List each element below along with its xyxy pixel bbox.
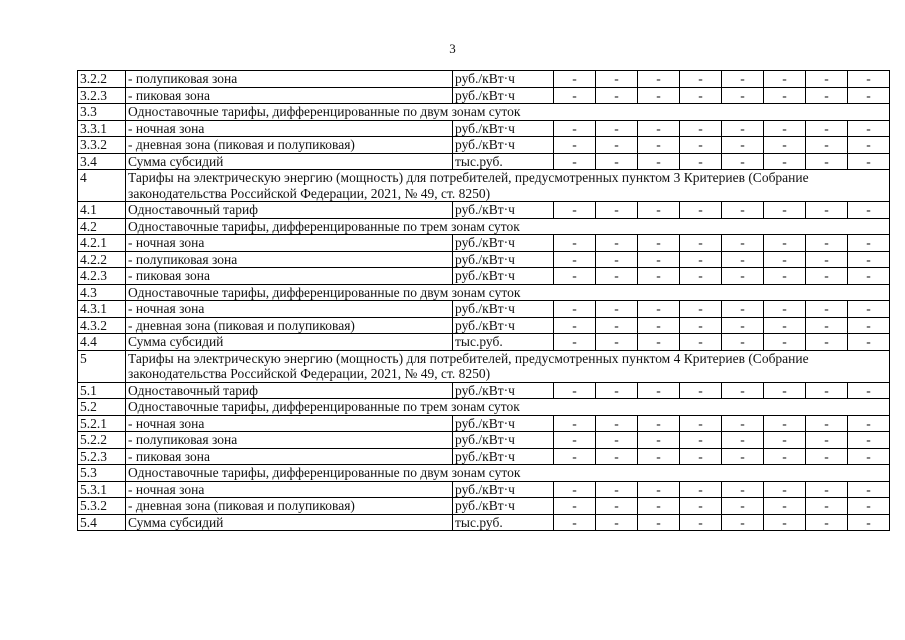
value-cell: - xyxy=(806,235,848,252)
row-name: - полупиковая зона xyxy=(126,71,453,88)
value-cell: - xyxy=(806,514,848,531)
value-cell: - xyxy=(722,235,764,252)
value-cell: - xyxy=(596,481,638,498)
value-cell: - xyxy=(596,137,638,154)
tariff-table-body xyxy=(78,71,890,531)
row-number: 4.3.2 xyxy=(78,317,126,334)
value-cell: - xyxy=(554,137,596,154)
value-cell: - xyxy=(764,120,806,137)
value-cell: - xyxy=(680,268,722,285)
value-cell: - xyxy=(806,415,848,432)
table-row xyxy=(78,382,890,399)
value-cell: - xyxy=(764,87,806,104)
value-cell: - xyxy=(722,301,764,318)
section-title: Одноставочные тарифы, дифференцированные по двум зонам суток xyxy=(126,284,890,301)
value-cell: - xyxy=(848,137,890,154)
value-cell: - xyxy=(638,301,680,318)
value-cell: - xyxy=(806,202,848,219)
value-cell: - xyxy=(806,87,848,104)
row-number: 3.4 xyxy=(78,153,126,170)
row-unit: руб./кВт·ч xyxy=(453,498,554,515)
value-cell: - xyxy=(806,268,848,285)
value-cell: - xyxy=(764,415,806,432)
value-cell: - xyxy=(722,415,764,432)
row-unit: руб./кВт·ч xyxy=(453,202,554,219)
row-name: Одноставочный тариф xyxy=(126,382,453,399)
value-cell: - xyxy=(638,415,680,432)
row-unit: тыс.руб. xyxy=(453,334,554,351)
value-cell: - xyxy=(764,153,806,170)
value-cell: - xyxy=(680,202,722,219)
row-unit: руб./кВт·ч xyxy=(453,432,554,449)
page-number: 3 xyxy=(449,41,456,56)
row-unit: руб./кВт·ч xyxy=(453,415,554,432)
value-cell: - xyxy=(680,301,722,318)
value-cell: - xyxy=(806,137,848,154)
value-cell: - xyxy=(722,498,764,515)
value-cell: - xyxy=(554,448,596,465)
value-cell: - xyxy=(680,120,722,137)
value-cell: - xyxy=(848,71,890,88)
row-number: 3.2.3 xyxy=(78,87,126,104)
row-number: 4.1 xyxy=(78,202,126,219)
value-cell: - xyxy=(806,317,848,334)
value-cell: - xyxy=(764,498,806,515)
value-cell: - xyxy=(806,382,848,399)
value-cell: - xyxy=(722,202,764,219)
value-cell: - xyxy=(722,71,764,88)
row-number: 5.4 xyxy=(78,514,126,531)
row-name: - полупиковая зона xyxy=(126,432,453,449)
value-cell: - xyxy=(680,498,722,515)
value-cell: - xyxy=(848,235,890,252)
row-name: - ночная зона xyxy=(126,415,453,432)
value-cell: - xyxy=(848,415,890,432)
value-cell: - xyxy=(848,432,890,449)
value-cell: - xyxy=(680,251,722,268)
value-cell: - xyxy=(638,71,680,88)
row-unit: руб./кВт·ч xyxy=(453,251,554,268)
value-cell: - xyxy=(806,251,848,268)
value-cell: - xyxy=(806,481,848,498)
row-number: 5.2 xyxy=(78,399,126,416)
row-number: 5.2.2 xyxy=(78,432,126,449)
value-cell: - xyxy=(764,382,806,399)
row-number: 4 xyxy=(78,170,126,202)
value-cell: - xyxy=(848,153,890,170)
row-number: 5.1 xyxy=(78,382,126,399)
table-row xyxy=(78,415,890,432)
value-cell: - xyxy=(848,498,890,515)
value-cell: - xyxy=(806,153,848,170)
value-cell: - xyxy=(764,301,806,318)
row-name: - ночная зона xyxy=(126,301,453,318)
table-row xyxy=(78,202,890,219)
row-unit: руб./кВт·ч xyxy=(453,301,554,318)
value-cell: - xyxy=(554,120,596,137)
section-row xyxy=(78,465,890,482)
value-cell: - xyxy=(848,334,890,351)
row-unit: руб./кВт·ч xyxy=(453,481,554,498)
table-row xyxy=(78,153,890,170)
value-cell: - xyxy=(722,87,764,104)
section-row xyxy=(78,399,890,416)
value-cell: - xyxy=(554,382,596,399)
table-row xyxy=(78,514,890,531)
row-name: Сумма субсидий xyxy=(126,153,453,170)
value-cell: - xyxy=(806,334,848,351)
value-cell: - xyxy=(554,87,596,104)
value-cell: - xyxy=(722,120,764,137)
value-cell: - xyxy=(764,71,806,88)
value-cell: - xyxy=(722,432,764,449)
value-cell: - xyxy=(722,268,764,285)
value-cell: - xyxy=(596,268,638,285)
value-cell: - xyxy=(638,268,680,285)
value-cell: - xyxy=(638,235,680,252)
row-name: - дневная зона (пиковая и полупиковая) xyxy=(126,317,453,334)
value-cell: - xyxy=(638,153,680,170)
value-cell: - xyxy=(722,382,764,399)
value-cell: - xyxy=(764,481,806,498)
row-number: 4.2.2 xyxy=(78,251,126,268)
value-cell: - xyxy=(680,71,722,88)
value-cell: - xyxy=(764,202,806,219)
table-row xyxy=(78,235,890,252)
value-cell: - xyxy=(848,448,890,465)
value-cell: - xyxy=(848,202,890,219)
table-row xyxy=(78,448,890,465)
row-number: 4.3.1 xyxy=(78,301,126,318)
value-cell: - xyxy=(722,448,764,465)
row-number: 5.3.1 xyxy=(78,481,126,498)
row-name: Сумма субсидий xyxy=(126,514,453,531)
row-number: 3.2.2 xyxy=(78,71,126,88)
table-row xyxy=(78,268,890,285)
row-name: - дневная зона (пиковая и полупиковая) xyxy=(126,498,453,515)
table-row xyxy=(78,87,890,104)
value-cell: - xyxy=(638,498,680,515)
value-cell: - xyxy=(722,317,764,334)
row-unit: руб./кВт·ч xyxy=(453,268,554,285)
table-row xyxy=(78,481,890,498)
value-cell: - xyxy=(638,137,680,154)
value-cell: - xyxy=(554,498,596,515)
value-cell: - xyxy=(764,235,806,252)
table-row xyxy=(78,120,890,137)
row-name: Одноставочный тариф xyxy=(126,202,453,219)
section-row xyxy=(78,170,890,202)
value-cell: - xyxy=(554,268,596,285)
value-cell: - xyxy=(554,202,596,219)
value-cell: - xyxy=(806,71,848,88)
section-title: Тарифы на электрическую энергию (мощность) для потребителей, предусмотренных пунктом 3 Критериев (Собрание законодательства Российской Федерации, 2021, № 49, ст. 8250) xyxy=(126,170,890,202)
row-unit: руб./кВт·ч xyxy=(453,120,554,137)
section-title: Одноставочные тарифы, дифференцированные по двум зонам суток xyxy=(126,104,890,121)
value-cell: - xyxy=(596,120,638,137)
section-title: Одноставочные тарифы, дифференцированные по двум зонам суток xyxy=(126,465,890,482)
row-name: - ночная зона xyxy=(126,235,453,252)
value-cell: - xyxy=(680,137,722,154)
value-cell: - xyxy=(638,202,680,219)
value-cell: - xyxy=(596,317,638,334)
section-title: Одноставочные тарифы, дифференцированные по трем зонам суток xyxy=(126,399,890,416)
value-cell: - xyxy=(680,382,722,399)
value-cell: - xyxy=(848,251,890,268)
value-cell: - xyxy=(638,382,680,399)
value-cell: - xyxy=(764,251,806,268)
value-cell: - xyxy=(722,137,764,154)
row-unit: тыс.руб. xyxy=(453,153,554,170)
row-unit: руб./кВт·ч xyxy=(453,87,554,104)
row-name: - полупиковая зона xyxy=(126,251,453,268)
value-cell: - xyxy=(554,317,596,334)
value-cell: - xyxy=(596,334,638,351)
row-unit: руб./кВт·ч xyxy=(453,317,554,334)
value-cell: - xyxy=(596,514,638,531)
tariff-table xyxy=(77,70,890,531)
table-row xyxy=(78,71,890,88)
value-cell: - xyxy=(848,481,890,498)
value-cell: - xyxy=(806,498,848,515)
value-cell: - xyxy=(680,334,722,351)
section-title: Одноставочные тарифы, дифференцированные по трем зонам суток xyxy=(126,218,890,235)
section-row xyxy=(78,350,890,382)
row-number: 4.2.1 xyxy=(78,235,126,252)
value-cell: - xyxy=(848,301,890,318)
table-row xyxy=(78,498,890,515)
value-cell: - xyxy=(848,120,890,137)
value-cell: - xyxy=(680,448,722,465)
row-number: 5 xyxy=(78,350,126,382)
row-number: 3.3 xyxy=(78,104,126,121)
value-cell: - xyxy=(806,432,848,449)
value-cell: - xyxy=(638,481,680,498)
value-cell: - xyxy=(680,514,722,531)
value-cell: - xyxy=(764,317,806,334)
value-cell: - xyxy=(554,71,596,88)
value-cell: - xyxy=(680,481,722,498)
value-cell: - xyxy=(722,481,764,498)
value-cell: - xyxy=(638,514,680,531)
value-cell: - xyxy=(722,334,764,351)
value-cell: - xyxy=(848,317,890,334)
value-cell: - xyxy=(554,481,596,498)
row-name: Сумма субсидий xyxy=(126,334,453,351)
row-name: - ночная зона xyxy=(126,120,453,137)
row-unit: руб./кВт·ч xyxy=(453,448,554,465)
value-cell: - xyxy=(848,382,890,399)
value-cell: - xyxy=(848,514,890,531)
value-cell: - xyxy=(638,317,680,334)
table-row xyxy=(78,432,890,449)
value-cell: - xyxy=(596,235,638,252)
row-number: 5.2.3 xyxy=(78,448,126,465)
value-cell: - xyxy=(596,382,638,399)
value-cell: - xyxy=(722,153,764,170)
value-cell: - xyxy=(596,202,638,219)
row-number: 4.4 xyxy=(78,334,126,351)
row-unit: руб./кВт·ч xyxy=(453,382,554,399)
value-cell: - xyxy=(554,334,596,351)
row-name: - пиковая зона xyxy=(126,448,453,465)
value-cell: - xyxy=(764,448,806,465)
row-name: - пиковая зона xyxy=(126,87,453,104)
row-unit: руб./кВт·ч xyxy=(453,235,554,252)
value-cell: - xyxy=(680,317,722,334)
value-cell: - xyxy=(638,87,680,104)
value-cell: - xyxy=(680,432,722,449)
value-cell: - xyxy=(596,498,638,515)
value-cell: - xyxy=(722,514,764,531)
value-cell: - xyxy=(596,415,638,432)
value-cell: - xyxy=(638,432,680,449)
value-cell: - xyxy=(638,251,680,268)
row-number: 4.2 xyxy=(78,218,126,235)
value-cell: - xyxy=(554,251,596,268)
value-cell: - xyxy=(848,268,890,285)
row-name: - ночная зона xyxy=(126,481,453,498)
value-cell: - xyxy=(764,432,806,449)
value-cell: - xyxy=(806,448,848,465)
row-number: 3.3.1 xyxy=(78,120,126,137)
row-unit: руб./кВт·ч xyxy=(453,137,554,154)
row-number: 5.2.1 xyxy=(78,415,126,432)
row-number: 4.3 xyxy=(78,284,126,301)
row-name: - пиковая зона xyxy=(126,268,453,285)
row-unit: тыс.руб. xyxy=(453,514,554,531)
value-cell: - xyxy=(596,153,638,170)
value-cell: - xyxy=(680,415,722,432)
value-cell: - xyxy=(596,448,638,465)
value-cell: - xyxy=(596,87,638,104)
row-number: 4.2.3 xyxy=(78,268,126,285)
value-cell: - xyxy=(680,87,722,104)
table-row xyxy=(78,334,890,351)
value-cell: - xyxy=(806,301,848,318)
value-cell: - xyxy=(764,514,806,531)
value-cell: - xyxy=(848,87,890,104)
row-unit: руб./кВт·ч xyxy=(453,71,554,88)
section-row xyxy=(78,284,890,301)
section-row xyxy=(78,104,890,121)
value-cell: - xyxy=(596,71,638,88)
row-number: 5.3.2 xyxy=(78,498,126,515)
table-row xyxy=(78,251,890,268)
value-cell: - xyxy=(554,514,596,531)
value-cell: - xyxy=(596,301,638,318)
value-cell: - xyxy=(680,153,722,170)
value-cell: - xyxy=(554,153,596,170)
value-cell: - xyxy=(764,268,806,285)
value-cell: - xyxy=(722,251,764,268)
value-cell: - xyxy=(680,235,722,252)
row-name: - дневная зона (пиковая и полупиковая) xyxy=(126,137,453,154)
value-cell: - xyxy=(638,334,680,351)
value-cell: - xyxy=(596,251,638,268)
table-row xyxy=(78,137,890,154)
value-cell: - xyxy=(554,415,596,432)
table-row xyxy=(78,301,890,318)
value-cell: - xyxy=(638,120,680,137)
value-cell: - xyxy=(638,448,680,465)
value-cell: - xyxy=(554,301,596,318)
section-title: Тарифы на электрическую энергию (мощность) для потребителей, предусмотренных пунктом 4 Критериев (Собрание законодательства Российской Федерации, 2021, № 49, ст. 8250) xyxy=(126,350,890,382)
value-cell: - xyxy=(554,235,596,252)
value-cell: - xyxy=(806,120,848,137)
value-cell: - xyxy=(596,432,638,449)
row-number: 3.3.2 xyxy=(78,137,126,154)
value-cell: - xyxy=(764,334,806,351)
row-number: 5.3 xyxy=(78,465,126,482)
table-row xyxy=(78,317,890,334)
value-cell: - xyxy=(764,137,806,154)
value-cell: - xyxy=(554,432,596,449)
section-row xyxy=(78,218,890,235)
